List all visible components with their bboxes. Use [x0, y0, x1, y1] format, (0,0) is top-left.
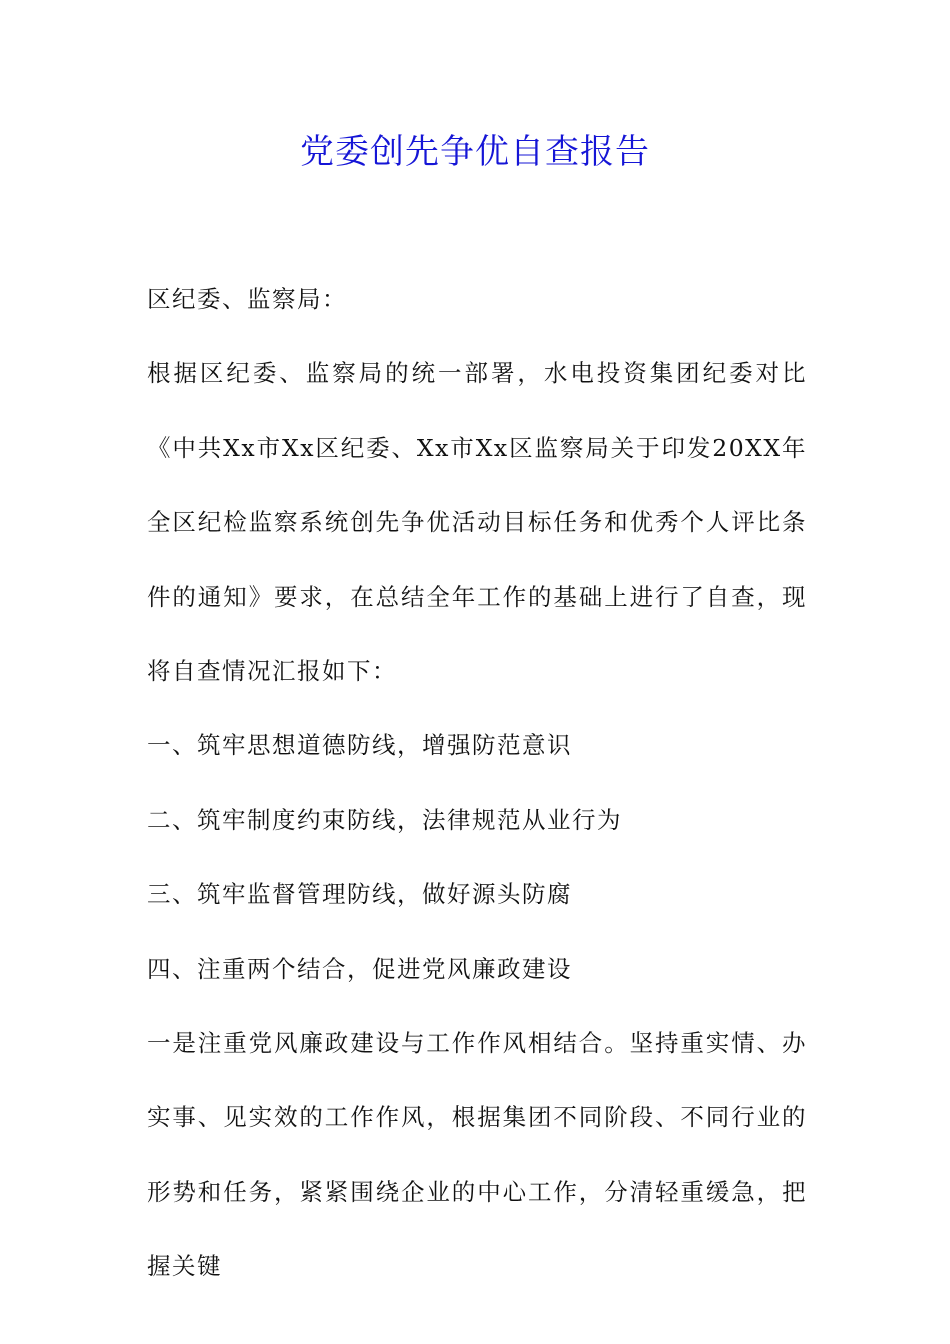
document-title: 党委创先争优自查报告	[300, 132, 650, 172]
document-body	[147, 262, 807, 1304]
salutation: 区纪委、监察局：	[147, 285, 347, 313]
body-paragraph: 一是注重党风廉政建设与工作作风相结合。坚持重实情、办实事、见实效的工作作风，根据集团不同阶段、不同行业的形势和任务，紧紧围绕企业的中心工作，分清轻重缓急，把握关键	[147, 1029, 807, 1281]
section-heading-1: 一、筑牢思想道德防线，增强防范意识	[147, 731, 572, 760]
intro-paragraph: 根据区纪委、监察局的统一部署，水电投资集团纪委对比《中共Xx市Xx区纪委、Xx市Xx区监察局关于印发20XX年全区纪检监察系统创先争优活动目标任务和优秀个人评比条件的通知》要求，在总结全年工作的基础上进行了自查，现将自查情况汇报如下：	[147, 359, 807, 686]
section-heading-4: 四、注重两个结合，促进党风廉政建设	[147, 954, 572, 983]
section-heading-3: 三、筑牢监督管理防线，做好源头防腐	[147, 880, 572, 909]
section-heading-2: 二、筑牢制度约束防线，法律规范从业行为	[147, 805, 622, 834]
